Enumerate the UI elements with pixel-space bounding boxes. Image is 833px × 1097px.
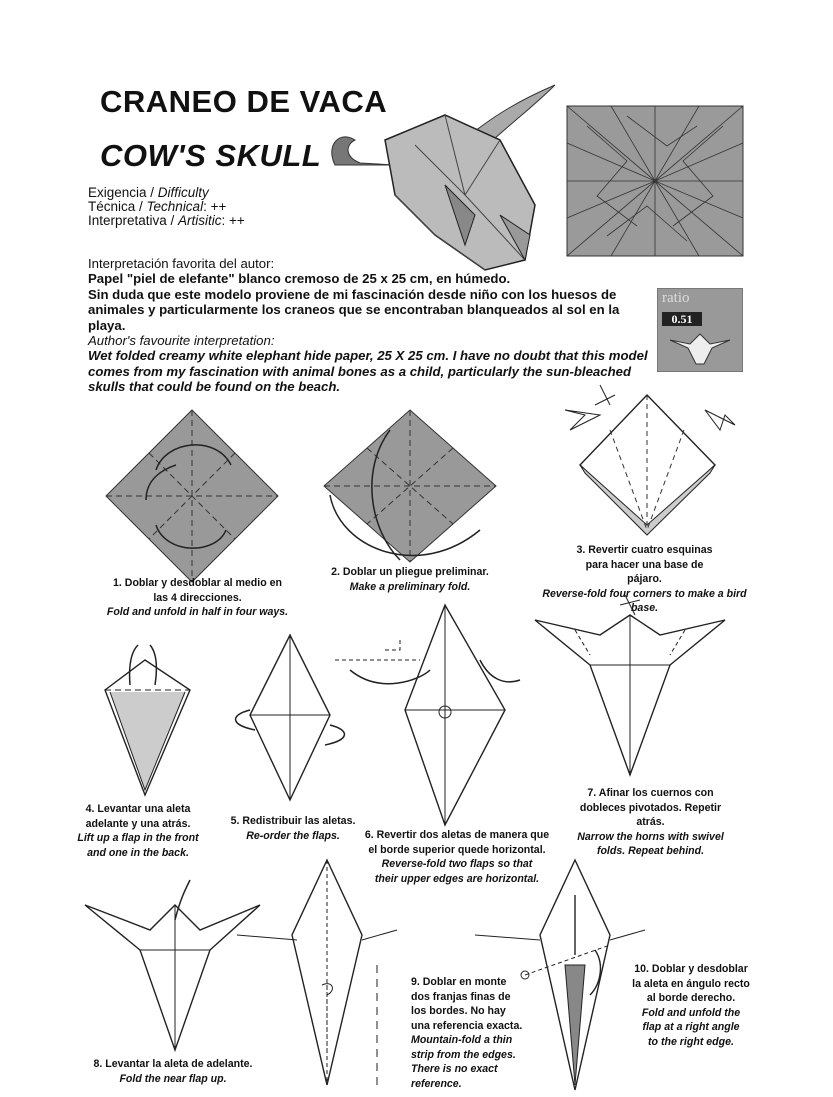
step-1-caption <box>105 576 290 620</box>
step-6-diagram <box>330 600 530 830</box>
step-9-diagram <box>232 855 402 1090</box>
artistic-value: : ++ <box>221 213 245 228</box>
artistic-label-es: Interpretativa / <box>88 213 179 228</box>
step-4-text-es: 4. Levantar una aleta adelante y una atrás. <box>85 803 191 830</box>
step-8-caption <box>88 1057 258 1086</box>
ratio-skull-icon <box>668 330 732 366</box>
step-4-text-en: Lift up a flap in the front and one in the back. <box>77 832 199 859</box>
technical-value: : ++ <box>203 199 227 214</box>
title-spanish: CRANEO DE VACA <box>100 84 388 119</box>
step-3-diagram <box>560 385 735 540</box>
cow-skull-photo <box>325 85 565 275</box>
step-10-caption <box>632 962 750 1049</box>
description-paper-es: Papel "piel de elefante" blanco cremoso de 25 x 25 cm, en húmedo. <box>88 271 511 287</box>
step-9-text-es: 9. Doblar en monte dos franjas finas de los bordes. No hay una referencia exacta. <box>411 976 523 1032</box>
step-1-text-es: 1. Doblar y desdoblar al medio en las 4 direcciones. <box>113 577 282 604</box>
step-9-caption <box>411 975 523 1091</box>
step-4-caption <box>76 802 200 860</box>
artistic-label-en: Artisitic <box>178 213 222 228</box>
description <box>88 256 648 395</box>
difficulty-label-es: Exigencia / <box>88 185 158 200</box>
step-3-text-en: Reverse-fold four corners to make a bird base. <box>542 587 747 614</box>
step-6-caption <box>362 828 552 886</box>
step-6-text-es: 6. Revertir dos aletas de manera que el borde superior quede horizontal. <box>364 829 550 856</box>
step-8-text-en: Fold the near flap up. <box>119 1072 227 1085</box>
step-1-diagram <box>106 410 278 582</box>
ratio-label: ratio <box>662 290 690 306</box>
step-2-text-es: 2. Doblar un pliegue preliminar. <box>331 566 489 578</box>
description-text-es: Sin duda que este modelo proviene de mi fascinación desde niño con los huesos de animales y particularmente los craneos que se encontraban blanqueados al sol en la playa. <box>88 286 620 333</box>
technical-line <box>88 200 245 214</box>
step-2-diagram <box>320 410 500 575</box>
step-2-caption <box>330 565 490 594</box>
step-5-text-en: Re-order the flaps. <box>246 829 340 842</box>
step-3-text-es: 3. Revertir cuatro esquinas para hacer una base de pájaro. <box>576 544 713 585</box>
title-english: COW'S SKULL <box>100 138 322 173</box>
step-7-text-es: 7. Afinar los cuernos con dobleces pivotados. Repetir atrás. <box>579 787 722 828</box>
step-10-text-es: 10. Doblar y desdoblar la aleta en ángulo recto al borde derecho. <box>632 963 750 1004</box>
difficulty-line <box>88 186 245 200</box>
description-heading-es: Interpretación favorita del autor: <box>88 256 275 271</box>
crease-pattern <box>567 106 743 256</box>
difficulty-label-en: Difficulty <box>157 185 209 200</box>
step-1-text-en: Fold and unfold in half in four ways. <box>106 606 289 618</box>
step-2-text-en: Make a preliminary fold. <box>349 580 471 593</box>
step-7-text-en: Narrow the horns with swivel folds. Repeat behind. <box>577 830 724 857</box>
step-8-text-es: 8. Levantar la aleta de adelante. <box>93 1058 253 1070</box>
description-heading-en: Author's favourite interpretation: <box>88 333 275 349</box>
step-5-caption <box>228 814 358 843</box>
artistic-line <box>88 214 245 228</box>
step-6-text-en: Reverse-fold two flaps so that their upper edges are horizontal. <box>374 858 540 885</box>
step-10-text-en: Fold and unfold the flap at a right angle to the right edge. <box>641 1006 741 1048</box>
technical-label-es: Técnica / <box>88 199 147 214</box>
step-7-diagram <box>530 595 730 780</box>
ratio-value: 0.51 <box>662 312 702 326</box>
rating-block <box>88 186 245 228</box>
step-9-text-en: Mountain-fold a thin strip from the edges. There is no exact reference. <box>411 1034 516 1090</box>
step-7-caption <box>558 786 743 859</box>
description-text-en: Wet folded creamy white elephant hide paper, 25 X 25 cm. I have no doubt that this model comes from my fascination with animal bones as a child, particularly the sun-bleached skulls that could be found on the beach. <box>88 348 648 395</box>
step-5-text-es: 5. Redistribuir las aletas. <box>230 815 356 827</box>
step-4-diagram <box>100 640 195 800</box>
step-3-caption <box>532 543 757 616</box>
technical-label-en: Technical <box>146 199 204 214</box>
